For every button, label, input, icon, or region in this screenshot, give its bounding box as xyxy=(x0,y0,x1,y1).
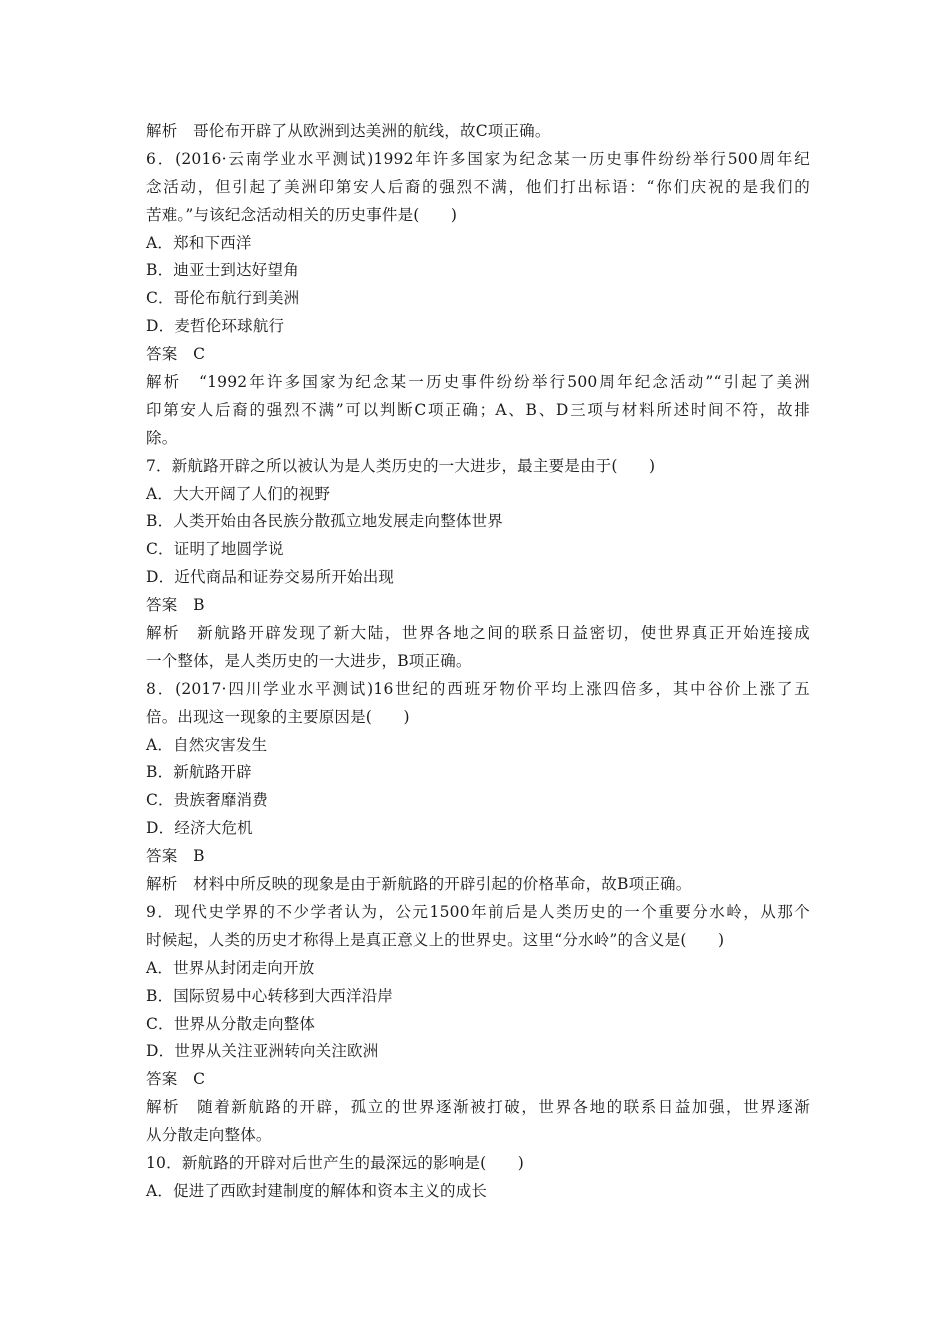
text-line: B．迪亚士到达好望角 xyxy=(146,261,299,280)
text-line: 时候起，人类的历史才称得上是真正意义上的世界史。这里“分水岭”的含义是( ) xyxy=(146,930,725,949)
text-line: B．新航路开辟 xyxy=(146,763,252,782)
text-line: 印第安人后裔的强烈不满”可以判断C项正确；A、B、D三项与材料所述时间不符，故排 xyxy=(146,400,810,419)
text-line: 答案 B xyxy=(146,596,205,615)
text-line: A．世界从封闭走向开放 xyxy=(146,958,315,977)
text-line: A．自然灾害发生 xyxy=(146,735,268,754)
text-line: 答案 C xyxy=(146,1070,206,1089)
question-text-body xyxy=(146,118,810,1206)
text-line: 倍。出现这一现象的主要原因是( ) xyxy=(146,707,410,726)
text-line: 8．(2017·四川学业水平测试)16世纪的西班牙物价平均上涨四倍多，其中谷价上涨了五 xyxy=(146,679,810,698)
text-line: D．世界从关注亚洲转向关注欧洲 xyxy=(146,1042,379,1061)
text-line: A．郑和下西洋 xyxy=(146,233,252,252)
text-line: C．证明了地圆学说 xyxy=(146,540,284,559)
text-line: 从分散走向整体。 xyxy=(146,1126,272,1145)
text-line: D．经济大危机 xyxy=(146,819,253,838)
text-line: D．近代商品和证券交易所开始出现 xyxy=(146,568,395,587)
text-line: D．麦哲伦环球航行 xyxy=(146,317,285,336)
text-line: 解析 “1992年许多国家为纪念某一历史事件纷纷举行500周年纪念活动”“引起了美洲 xyxy=(146,373,810,392)
text-line: C．哥伦布航行到美洲 xyxy=(146,289,300,308)
text-line: 答案 B xyxy=(146,847,205,866)
text-line: 解析 哥伦布开辟了从欧洲到达美洲的航线，故C项正确。 xyxy=(146,122,551,140)
text-line: 9．现代史学界的不少学者认为，公元1500年前后是人类历史的一个重要分水岭，从那个 xyxy=(146,902,810,921)
text-line: A．大大开阔了人们的视野 xyxy=(146,484,331,503)
text-line: 10．新航路的开辟对后世产生的最深远的影响是( ) xyxy=(146,1153,525,1172)
text-line: A．促进了西欧封建制度的解体和资本主义的成长 xyxy=(146,1181,488,1200)
text-line: 一个整体，是人类历史的一大进步，B项正确。 xyxy=(146,651,472,670)
text-line: 6．(2016·云南学业水平测试)1992年许多国家为纪念某一历史事件纷纷举行500周年纪 xyxy=(146,149,810,168)
text-line: C．世界从分散走向整体 xyxy=(146,1014,316,1033)
text-line: 7．新航路开辟之所以被认为是人类历史的一大进步，最主要是由于( ) xyxy=(146,456,656,475)
text-line: B．国际贸易中心转移到大西洋沿岸 xyxy=(146,986,394,1005)
text-line: 解析 材料中所反映的现象是由于新航路的开辟引起的价格革命，故B项正确。 xyxy=(146,875,692,894)
text-line: 苦难。”与该纪念活动相关的历史事件是( ) xyxy=(146,205,458,224)
text-line: 解析 随着新航路的开辟，孤立的世界逐渐被打破，世界各地的联系日益加强，世界逐渐 xyxy=(146,1098,810,1117)
text-line: 念活动，但引起了美洲印第安人后裔的强烈不满，他们打出标语：“你们庆祝的是我们的 xyxy=(146,177,810,196)
text-line: 答案 C xyxy=(146,345,206,364)
text-line: 除。 xyxy=(146,428,178,447)
text-line: C．贵族奢靡消费 xyxy=(146,791,268,810)
text-line: 解析 新航路开辟发现了新大陆，世界各地之间的联系日益密切，使世界真正开始连接成 xyxy=(146,624,810,643)
text-line: B．人类开始由各民族分散孤立地发展走向整体世界 xyxy=(146,512,503,531)
